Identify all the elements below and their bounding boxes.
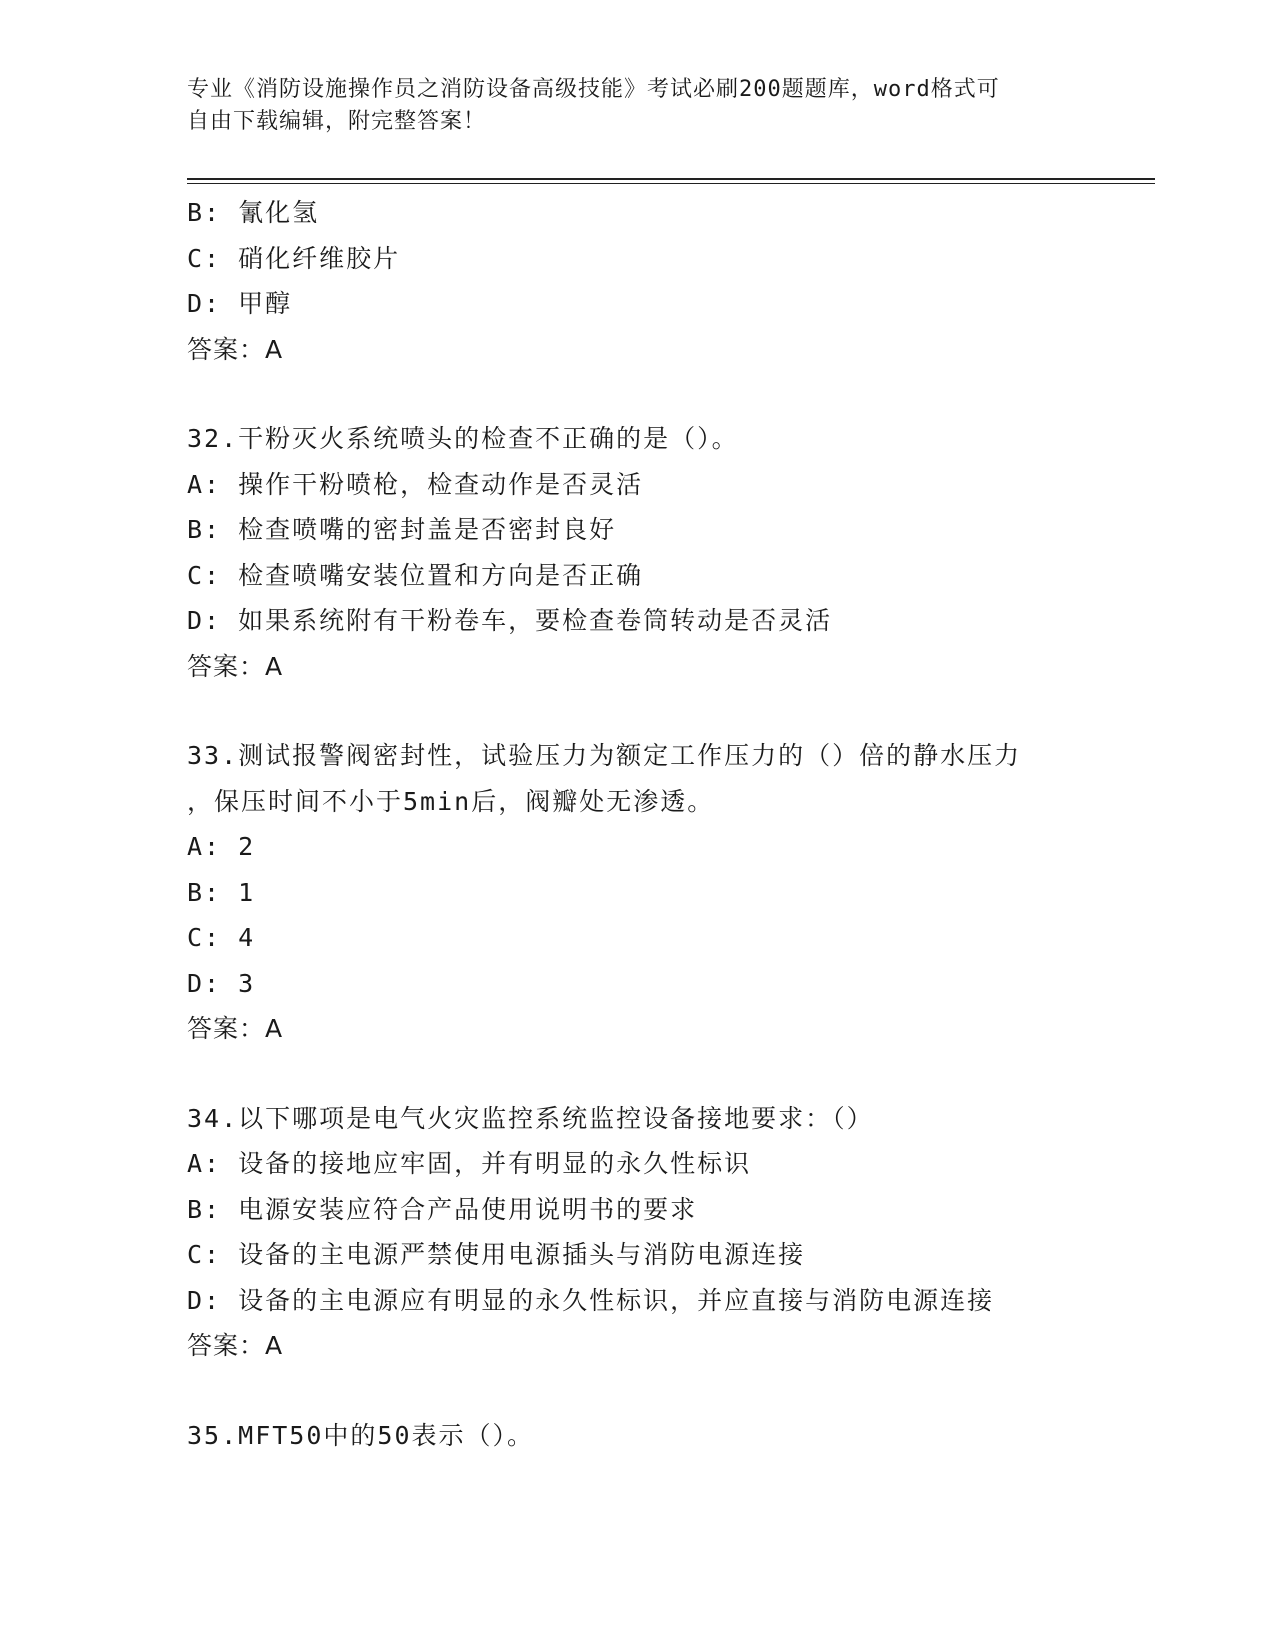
- question-33: [187, 733, 1147, 1052]
- question-stem-line-2: ，保压时间不小于5min后，阀瓣处无渗透。: [187, 786, 715, 816]
- header-divider: [187, 178, 1155, 180]
- question-stem: 35.MFT50中的50表示（）。: [187, 1420, 535, 1450]
- document-header: [187, 74, 1087, 138]
- option-d: D: 如果系统附有干粉卷车，要检查卷筒转动是否灵活: [187, 606, 833, 635]
- question-31-continued: [187, 190, 1147, 372]
- option-d: D: 甲醇: [187, 289, 293, 318]
- option-a: A: 2: [187, 832, 256, 861]
- option-b: B: 1: [187, 877, 256, 907]
- option-c: C: 4: [187, 923, 256, 952]
- option-b: B: 氰化氢: [187, 198, 320, 227]
- question-list: [187, 190, 1147, 1458]
- header-line-2: 自由下载编辑，附完整答案！: [187, 109, 487, 134]
- question-stem: 32.干粉灭火系统喷头的检查不正确的是（）。: [187, 424, 739, 453]
- answer: 答案：A: [187, 334, 284, 364]
- option-b: B: 检查喷嘴的密封盖是否密封良好: [187, 515, 617, 544]
- header-divider-thin: [187, 183, 1155, 184]
- question-35: [187, 1413, 1147, 1459]
- option-c: C: 检查喷嘴安装位置和方向是否正确: [187, 560, 644, 590]
- question-32: [187, 416, 1147, 689]
- option-d: D: 3: [187, 968, 256, 998]
- option-c: C: 设备的主电源严禁使用电源插头与消防电源连接: [187, 1240, 806, 1269]
- option-c: C: 硝化纤维胶片: [187, 243, 401, 273]
- answer: 答案：A: [187, 651, 284, 681]
- option-d: D: 设备的主电源应有明显的永久性标识，并应直接与消防电源连接: [187, 1285, 995, 1315]
- option-a: A: 设备的接地应牢固，并有明显的永久性标识: [187, 1149, 752, 1178]
- question-34: [187, 1096, 1147, 1369]
- answer: 答案：A: [187, 1331, 284, 1360]
- option-b: B: 电源安装应符合产品使用说明书的要求: [187, 1194, 698, 1224]
- header-line-1: 专业《消防设施操作员之消防设备高级技能》考试必刷200题题库，word格式可: [187, 77, 1000, 102]
- option-a: A: 操作干粉喷枪，检查动作是否灵活: [187, 469, 644, 499]
- question-stem-line-1: 33.测试报警阀密封性，试验压力为额定工作压力的（）倍的静水压力: [187, 741, 1022, 770]
- question-stem: 34.以下哪项是电气火灾监控系统监控设备接地要求：（）: [187, 1103, 874, 1133]
- answer: 答案：A: [187, 1014, 284, 1043]
